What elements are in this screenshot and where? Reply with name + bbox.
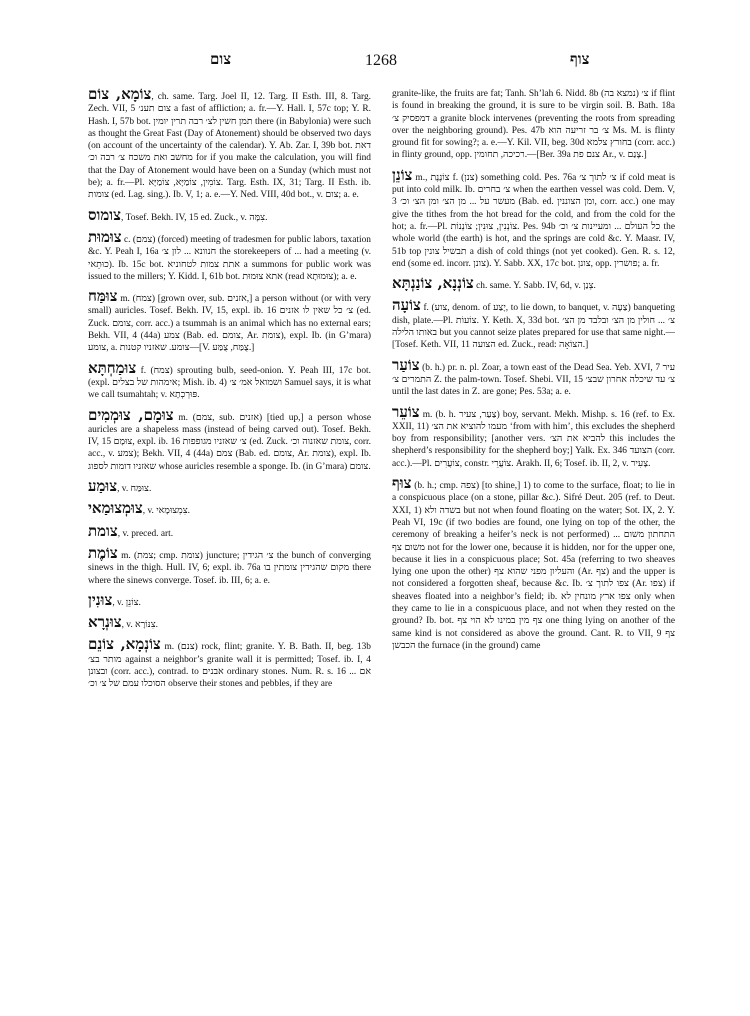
entry-headword: צוּנִין xyxy=(88,590,113,609)
entry-headword: צוּמַחְתָּא xyxy=(88,358,137,377)
header-left-word: צום xyxy=(210,52,232,68)
entry-headword: צוֹעַר xyxy=(392,355,420,374)
dictionary-entry xyxy=(88,227,371,283)
entry-headword: צוֹעֵר xyxy=(392,402,420,421)
entry-definition: , v. צוֹנֵן. xyxy=(112,597,141,608)
left-column xyxy=(88,88,371,993)
entry-definition: m. (צמח) [grown over, sub. אזנים,] a person without (or with very small) auricles. Tosef. Bekh. IV, 15, expl. ib. 16 צ׳ כל שאין לו אזנים (ed. Zuck. צומם, corr. acc.) a tsummah is an animal which has no external ears; Bekh. VII, 4 (44a) צמע (Bab. ed. צומם, Ar. צומת), expl. Ib. (in G’mara) צומע, a. צומע. שאזניו קטנות—[V. צֻמַּח, צֻמַּע.] xyxy=(88,294,371,354)
entry-headword: צוֹנְנָא, צוֹנַנְתָּא xyxy=(392,274,474,293)
entry-definition: m. (צמם, sub. אזנים) [tied up,] a person whose auricles are a shapeless mass (instead of being carved out). Tosef. Bekh. IV, 15 צוּמָם, expl. ib. 16 צ׳ שאזניו מגופפות (ed. Zuck. צומת שאזנוה וכ׳, corr. acc., v. צמע); Bekh. VII, 4 (44a) צמם (Bab. ed. צומם, Ar. צומת), expl. Ib. שאזניו דומות לספוג whose auricles resemble a sponge. Ib. (in G’mara) צומם. xyxy=(88,412,371,472)
entry-definition: , v. preced. art. xyxy=(117,528,174,539)
dictionary-entry xyxy=(88,613,371,632)
entry-headword: צומת xyxy=(88,521,118,540)
dictionary-entry xyxy=(88,205,371,224)
dictionary-entry xyxy=(88,287,371,354)
entry-definition: , Tosef. Bekh. IV, 15 ed. Zuck., v. צִמָּה. xyxy=(120,212,268,223)
entry-definition: m. (b. h. צַעַר, צעיר) boy, servant. Mekh. Mishp. s. 16 (ref. to Ex. XXII, 11) מעמו להוציא את הצ׳ ‘from with him’, this excludes the shepherd boy from responsibility; [another vers. להביא את הצ׳ this includes the shepherd’s responsibility for the shepherd boy;] Yalk. Ex. 346 הצועד (corr. acc.).—Pl. צוֹעֲרִים, constr. צוֹעֲרֵי. Arakh. II, 6; Tosef. ib. II, 2, v. צָעִיר. xyxy=(392,409,675,469)
dictionary-entry xyxy=(88,635,371,690)
dictionary-entry xyxy=(392,165,675,270)
dictionary-entry xyxy=(88,358,371,402)
entry-headword: צוֹמָא, צוֹם xyxy=(88,88,152,103)
entry-definition: , v. צִמְצוּמָאי. xyxy=(142,506,190,517)
page-number: 1268 xyxy=(365,52,397,69)
entry-headword: צוּמַע xyxy=(88,477,118,496)
dictionary-entry xyxy=(88,88,371,202)
dictionary-entry xyxy=(88,590,371,609)
entry-definition: m., צוֹנֶנֶת f. (צנן) something cold. Pes. 76a צ׳ לתוך צ׳ if cold meat is put into cold milk. Ib. צ׳ בחרים when the earthen vessel was cold. Dem. V, 3 מעשר על ... מן הצ׳ ומן הצ׳ וכ׳ (Bab. ed. ומן הצוננין, corr. acc.) one may give the tithes from the hot bread for the cold, and from the cold for the hot; a. fr.—Pl. צוֹנְנִין, צוּנִין; צוֹנְנוֹת. Pes. 94b כל העולם ... ומעיינות צ׳ וכ׳ the whole world (the earth) is hot, and the springs are cold &c. Y. Maasr. IV, 51b top תבשיל צונין a dish of cold things (not yet cooked). Gen. R. s. 12, end (some ed. incorr. צונן). Y. Sabb. XX, 17c bot. צונן, opp. פושרין; a. fr. xyxy=(392,172,675,269)
entry-headword: צוּנְרָא xyxy=(88,613,122,632)
dictionary-entry xyxy=(392,355,675,399)
entry-definition: , v. צִנּוֹרָא. xyxy=(121,620,158,631)
dictionary-entry xyxy=(392,402,675,470)
entry-definition: (b. h.) pr. n. pl. Zoar, a town east of the Dead Sea. Yeb. XVI, 7 עיר התמרים צ׳ Z. the palm-town. Tosef. Shebi. VII, 15 צ׳ עד שיכלה אחרון שבצ׳ until the last dates in Z. are gone; Pes. 53a; a. e. xyxy=(392,362,675,398)
entry-headword: צוּף xyxy=(392,474,412,493)
entry-headword: צוּמַּח xyxy=(88,287,118,306)
entry-definition: c. (צמם) (forced) meeting of tradesmen for public labors, taxation &c. Y. Peah I, 16a חנוונא ... לון צ׳ the storekeepers of ... had a meeting (v. כוּתֵאי). Ib. 15c bot. אתת צמות לטחוניא a summons for public work was issued to the millers; Y. Kidd. I, 61b bot. אתא צוּמוּת (read צוּמוּתָא); a. e. xyxy=(88,234,371,282)
dictionary-entry xyxy=(88,521,371,540)
entry-headword: צוֹמֶת xyxy=(88,543,118,562)
entry-headword: צוֹעָה xyxy=(392,296,421,315)
entry-definition: f. (צמח) sprouting bulb, seed-onion. Y. Peah III, 17c bot. (expl. אימהות של בצלים; Mish. ib. 4) ושמואל אמ׳ צ׳ Samuel says, it is what we call tsumahtah; v. פּוּרְכְתָא. xyxy=(88,365,371,401)
entry-headword: צוֹנְמָא, צוֹנֵם xyxy=(88,635,161,654)
entry-definition: granite-like, the fruits are fat; Tanh. Sh’lah 6. Nidd. 8b צ׳ (נמצא בה) if flint is found in breaking the ground, it is sure to be virgin soil. B. Bath. 18a דמפסיק צ׳ a granite block intervenes (preventing the roots from spreading over the neighboring ground). Pes. 47b צ׳ בר זריעה הוא Ms. M. is flinty ground fit for sowing?; a. e.—Y. Kil. VII, beg. 30d בחורץ צלמא (corr. acc.) in flinty ground, opp. רכיכה, תחומין.—[Ber. 39a צנם פת Ar., v. צָנַם.] xyxy=(392,89,675,161)
entry-definition: (b. h.; cmp. צפה) [to shine,] 1) to come to the surface, float; to lie in a conspicuous place (on a stone, pillar &c.). Sifré Deut. 205 (ref. to Deut. XXI, 1) בשדה ולא but not when found floating on the water; Sot. IX, 2. Y. Peah VI, 19c (if two bodies are found, one lying on top of the other, the ceremony of breaking a heifer’s neck is not performed) התחתון משום ... משום צף not for the lower one, because it is hidden, nor for the upper one, because it lies in a conspicuous place; Sot. 45a (referring to two sheaves lying one upon the other) והעליון מפני שהוא צף (Ar. צף) and the upper is not considered a forgotten sheaf, because &c. Ib. צפו לתוך צ׳ (Ar. צפו) if sheaves floated into a neighbor’s field; ib. צפו ארץ מונחין לא only when they came to lie in a conspicuous place, and not when they rested on the ground? Ib. bot. צף מין במינו לא הוי צף one thing lying on another of the same kind is not considered as above the ground. Cant. R. to VII, 9 צף הכבשן the furnace (in the ground) came xyxy=(392,481,675,651)
right-column xyxy=(392,88,675,993)
entry-headword: צוּמָם, צוּמְמִים xyxy=(88,405,174,424)
entry-definition: f. (צוע, denom. of יָצַע, to lie down, to banquet, v. צַעָה) banqueting dish, plate.—Pl. צוֹעוֹת. Y. Keth. X, 33d bot. צ׳ ... חולין מן הצ׳ ובלבד מן הצ׳ באותו הלילה but you cannot seize plates prepared for use that same night.—[Tosef. Keth. VII, 11 הצועה ed. Zuck., read: הצוֹאָה.] xyxy=(392,303,675,351)
entry-headword: צוֹנֵן xyxy=(392,165,413,184)
dictionary-entry xyxy=(392,474,675,652)
dictionary-entry xyxy=(392,274,675,293)
dictionary-entry xyxy=(88,477,371,496)
entry-definition: m. (צנם) rock, flint; granite. Y. B. Bath. II, beg. 13b מותר בצ׳ against a neighbor’s granite wall it is permitted; Tosef. ib. I, 4 ובצונן (corr. acc.), contrad. to אבנים ordinary stones. Num. R. s. 16 אם ... הסוכלו עמם של צ׳ וכ׳ observe their stones and pebbles, if they are xyxy=(88,642,371,690)
entry-headword: צומוס xyxy=(88,205,121,224)
dictionary-entry xyxy=(392,88,675,162)
entry-definition: , v. צוּמַּח. xyxy=(117,484,152,495)
entry-definition: , ch. same. Targ. Joel II, 12. Targ. II Esth. III, 8. Targ. Zech. VII, 5 צום תענ׳ a fast of affliction; a. fr.—Y. Hall. I, 57c top; Y. R. Hash. I, 57b bot. תמן חשין לצ׳ רבה תרין יומין there (in Babylonia) were such as thought the Great Fast (Day of Atonement) should be observed two days (on account of the uncertainty of the calendar). Y. Ab. Zar. I, 39b bot. דאת מחשב ואת משכח צ׳ רבה וכ׳ for if you make the calculation, you will find that the Day of Atonement would have been on a Sunday (which must not be); a. fr.—Pl. צוֹמִין, צוֹמַיָּא, צוֹמַיָּא. Targ. Esth. IX, 31; Targ. II Esth. ib. צומות (ed. Lag. sing.). Ib. V, 1; a. e.—Y. Ned. VIII, 40d bot., v. צום; a. e. xyxy=(88,92,371,201)
header-right-word: צוף xyxy=(570,52,590,68)
page-header xyxy=(70,52,690,76)
entry-headword: צוּמְצוּמַאי xyxy=(88,499,143,518)
dictionary-entry xyxy=(392,296,675,351)
entry-definition: ch. same. Y. Sabb. IV, 6d, v. צְנַן. xyxy=(473,281,596,292)
entry-definition: m. (צמת; cmp. צומת) juncture; צ׳ הגידין the bunch of converging sinews in the thigh. Hull. IV, 6; expl. ib. 76a מקום שהגידין צומתין בו there where the sinews converge. Tosef. ib. III, 6; a. e. xyxy=(88,550,371,586)
entry-headword: צוּמוּת xyxy=(88,227,122,246)
dictionary-entry xyxy=(88,543,371,587)
dictionary-entry xyxy=(88,405,371,473)
dictionary-entry xyxy=(88,499,371,518)
